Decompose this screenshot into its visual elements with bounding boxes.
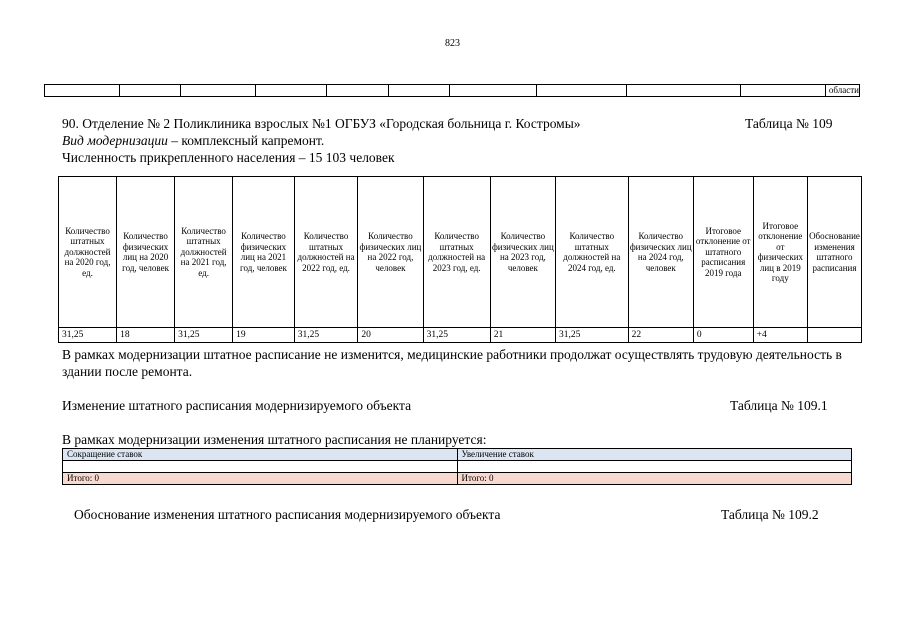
column-header: Количество физических лиц на 2024 год, человек: [628, 177, 693, 328]
table-cell: 21: [490, 328, 555, 343]
increase-total: Итого: 0: [457, 473, 852, 485]
column-header: Количество штатных должностей на 2024 год, ед.: [556, 177, 629, 328]
staff-change-table: [62, 448, 852, 485]
table-cell: 22: [628, 328, 693, 343]
modernization-label: Вид модернизации: [62, 133, 168, 148]
table-cell: 0: [693, 328, 753, 343]
region-cell: области: [825, 85, 859, 97]
justification-title: Обоснование изменения штатного расписания модернизируемого объекта: [74, 507, 501, 522]
column-header: Количество физических лиц на 2022 год, человек: [358, 177, 423, 328]
column-header: Итоговое отклонение от физических лиц в 2019 году: [753, 177, 807, 328]
column-header: Количество штатных должностей на 2022 год, ед.: [294, 177, 358, 328]
table-cell: [808, 328, 862, 343]
table-cell: 31,25: [423, 328, 490, 343]
table-cell: 19: [233, 328, 295, 343]
continued-table-fragment: [44, 84, 860, 97]
table-cell: [536, 85, 626, 97]
justification-table-number: Таблица № 109.2: [721, 507, 819, 522]
table-cell: 20: [358, 328, 423, 343]
population-line: Численность прикрепленного населения – 15 103 человек: [62, 150, 395, 165]
table-cell: 31,25: [175, 328, 233, 343]
staffing-table: [58, 176, 862, 343]
modernization-type: [62, 133, 324, 149]
table-number: Таблица № 109: [745, 116, 833, 131]
section-title: 90. Отделение № 2 Поликлиника взрослых №1 ОГБУЗ «Городская больница г. Костромы»: [62, 116, 581, 131]
column-header: Обоснование изменения штатного расписания: [808, 177, 862, 328]
table-cell: [388, 85, 450, 97]
table-cell: [119, 85, 181, 97]
table-cell: 31,25: [59, 328, 117, 343]
column-header: Количество штатных должностей на 2023 год, ед.: [423, 177, 490, 328]
table-cell: [450, 85, 536, 97]
table-cell: 31,25: [294, 328, 358, 343]
column-header: Количество физических лиц на 2020 год, человек: [117, 177, 175, 328]
table-row: [59, 328, 862, 343]
table-cell: [327, 85, 389, 97]
reduce-total: Итого: 0: [63, 473, 458, 485]
modernization-value: – комплексный капремонт.: [167, 133, 325, 148]
column-header: Количество штатных должностей на 2021 год, ед.: [175, 177, 233, 328]
table-cell: [45, 85, 120, 97]
column-header: Количество физических лиц на 2023 год, человек: [490, 177, 555, 328]
table-cell: 31,25: [556, 328, 629, 343]
column-header: Итоговое отклонение от штатного расписания 2019 года: [693, 177, 753, 328]
increase-header: Увеличение ставок: [457, 449, 852, 461]
reduce-header: Сокращение ставок: [63, 449, 458, 461]
column-header: Количество штатных должностей на 2020 год, ед.: [59, 177, 117, 328]
table-cell: [741, 85, 826, 97]
column-header: Количество физических лиц на 2021 год, человек: [233, 177, 295, 328]
no-change-text: В рамках модернизации изменения штатного расписания не планируется:: [62, 432, 487, 447]
change-table-number: Таблица № 109.1: [730, 398, 828, 413]
table-cell: [256, 85, 327, 97]
table-cell: [63, 461, 458, 473]
table-cell: 18: [117, 328, 175, 343]
table-cell: [627, 85, 741, 97]
table-cell: [181, 85, 256, 97]
paragraph: В рамках модернизации штатное расписание не изменится, медицинские работники продолжат осуществлять трудовую деятельность в здании после ремонта.: [62, 347, 842, 379]
page-number: 823: [445, 38, 460, 49]
table-cell: +4: [753, 328, 807, 343]
change-title: Изменение штатного расписания модернизируемого объекта: [62, 398, 412, 413]
table-cell: [457, 461, 852, 473]
